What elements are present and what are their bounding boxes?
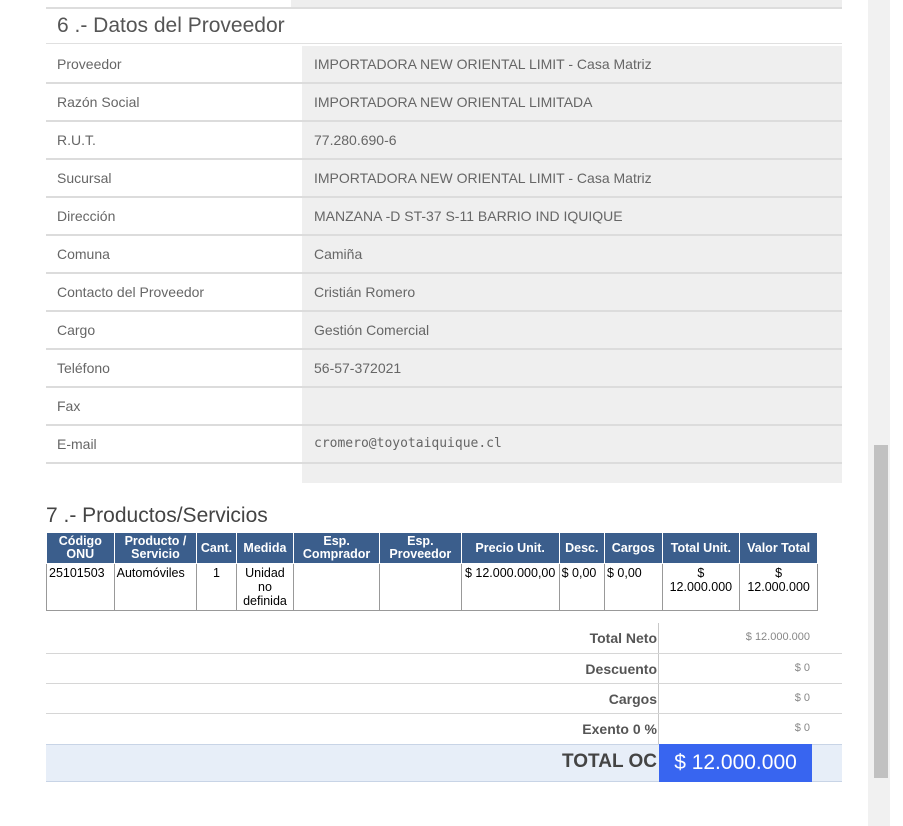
provider-row	[46, 236, 842, 274]
col-header-cant: Cant.	[197, 533, 236, 564]
field-value: MANZANA -D ST-37 S-11 BARRIO IND IQUIQUE	[302, 198, 842, 234]
col-header-esp-comprador: Esp. Comprador	[294, 533, 380, 564]
section-title-proveedor: 6 .- Datos del Proveedor	[57, 14, 285, 37]
cell-cargos: $ 0,00	[605, 564, 663, 611]
field-value: Cristián Romero	[302, 274, 842, 310]
field-label: Teléfono	[57, 360, 110, 376]
field-label: R.U.T.	[57, 132, 96, 148]
cargos-label: Cargos	[608, 691, 657, 707]
previous-row-remnant	[46, 0, 842, 8]
provider-row	[46, 122, 842, 160]
cell-total-unit: $ 12.000.000	[662, 564, 740, 611]
divider	[46, 713, 842, 714]
field-label: Contacto del Proveedor	[57, 284, 205, 300]
scrollbar-thumb[interactable]	[874, 445, 888, 778]
field-label: Comuna	[57, 246, 110, 262]
provider-row	[46, 46, 842, 84]
divider	[46, 43, 842, 44]
provider-row	[46, 160, 842, 198]
col-header-precio: Precio Unit.	[461, 533, 559, 564]
cargos-value: $ 0	[794, 692, 810, 704]
provider-row	[46, 388, 842, 426]
email-value: cromero@toyotaiquique.cl	[302, 426, 842, 462]
cell-producto: Automóviles	[114, 564, 197, 611]
field-label: E-mail	[57, 436, 97, 452]
field-value	[302, 388, 842, 424]
col-header-codigo: Código ONU	[47, 533, 115, 564]
field-label: Cargo	[57, 322, 96, 338]
provider-row	[46, 426, 842, 464]
field-value: 77.280.690-6	[302, 122, 842, 158]
cell-precio: $ 12.000.000,00	[461, 564, 559, 611]
col-header-esp-proveedor: Esp. Proveedor	[379, 533, 461, 564]
col-header-producto: Producto / Servicio	[114, 533, 197, 564]
field-label: Sucursal	[57, 170, 112, 186]
cell-esp-comprador	[294, 564, 380, 611]
descuento-label: Descuento	[585, 661, 657, 677]
provider-row-spacer	[46, 464, 842, 483]
field-label: Proveedor	[57, 56, 122, 72]
products-header-row	[47, 533, 818, 564]
col-header-valor-total: Valor Total	[740, 533, 818, 564]
field-value: Gestión Comercial	[302, 312, 842, 348]
divider	[46, 653, 842, 654]
exento-label: Exento 0 %	[582, 721, 657, 737]
field-label: Dirección	[57, 208, 116, 224]
field-value: 56-57-372021	[302, 350, 842, 386]
cell-valor-total: $ 12.000.000	[740, 564, 818, 611]
field-value: IMPORTADORA NEW ORIENTAL LIMIT - Casa Matriz	[302, 46, 842, 82]
field-value: IMPORTADORA NEW ORIENTAL LIMITADA	[302, 84, 842, 120]
col-header-cargos: Cargos	[605, 533, 663, 564]
provider-row	[46, 84, 842, 122]
provider-row	[46, 198, 842, 236]
provider-row	[46, 312, 842, 350]
provider-table	[46, 46, 842, 483]
cell-cant: 1	[197, 564, 236, 611]
total-neto-value: $ 12.000.000	[745, 631, 810, 643]
cell-desc: $ 0,00	[559, 564, 604, 611]
cell-esp-proveedor	[379, 564, 461, 611]
cell-codigo: 25101503	[47, 564, 115, 611]
section-title-productos: 7 .- Productos/Servicios	[46, 504, 268, 527]
col-header-total-unit: Total Unit.	[662, 533, 740, 564]
field-value: Camiña	[302, 236, 842, 272]
provider-row	[46, 350, 842, 388]
divider	[46, 683, 842, 684]
col-header-medida: Medida	[236, 533, 294, 564]
total-neto-label: Total Neto	[589, 630, 657, 646]
field-value: IMPORTADORA NEW ORIENTAL LIMIT - Casa Matriz	[302, 160, 842, 196]
descuento-value: $ 0	[794, 662, 810, 674]
cell-medida: Unidad no definida	[236, 564, 294, 611]
table-row	[47, 564, 818, 611]
total-oc-label: TOTAL OC	[562, 751, 657, 772]
total-oc-value: $ 12.000.000	[659, 744, 812, 782]
products-table	[46, 532, 818, 611]
field-label: Fax	[57, 398, 81, 414]
exento-value: $ 0	[794, 722, 810, 734]
provider-row	[46, 274, 842, 312]
col-header-desc: Desc.	[559, 533, 604, 564]
field-label: Razón Social	[57, 94, 140, 110]
